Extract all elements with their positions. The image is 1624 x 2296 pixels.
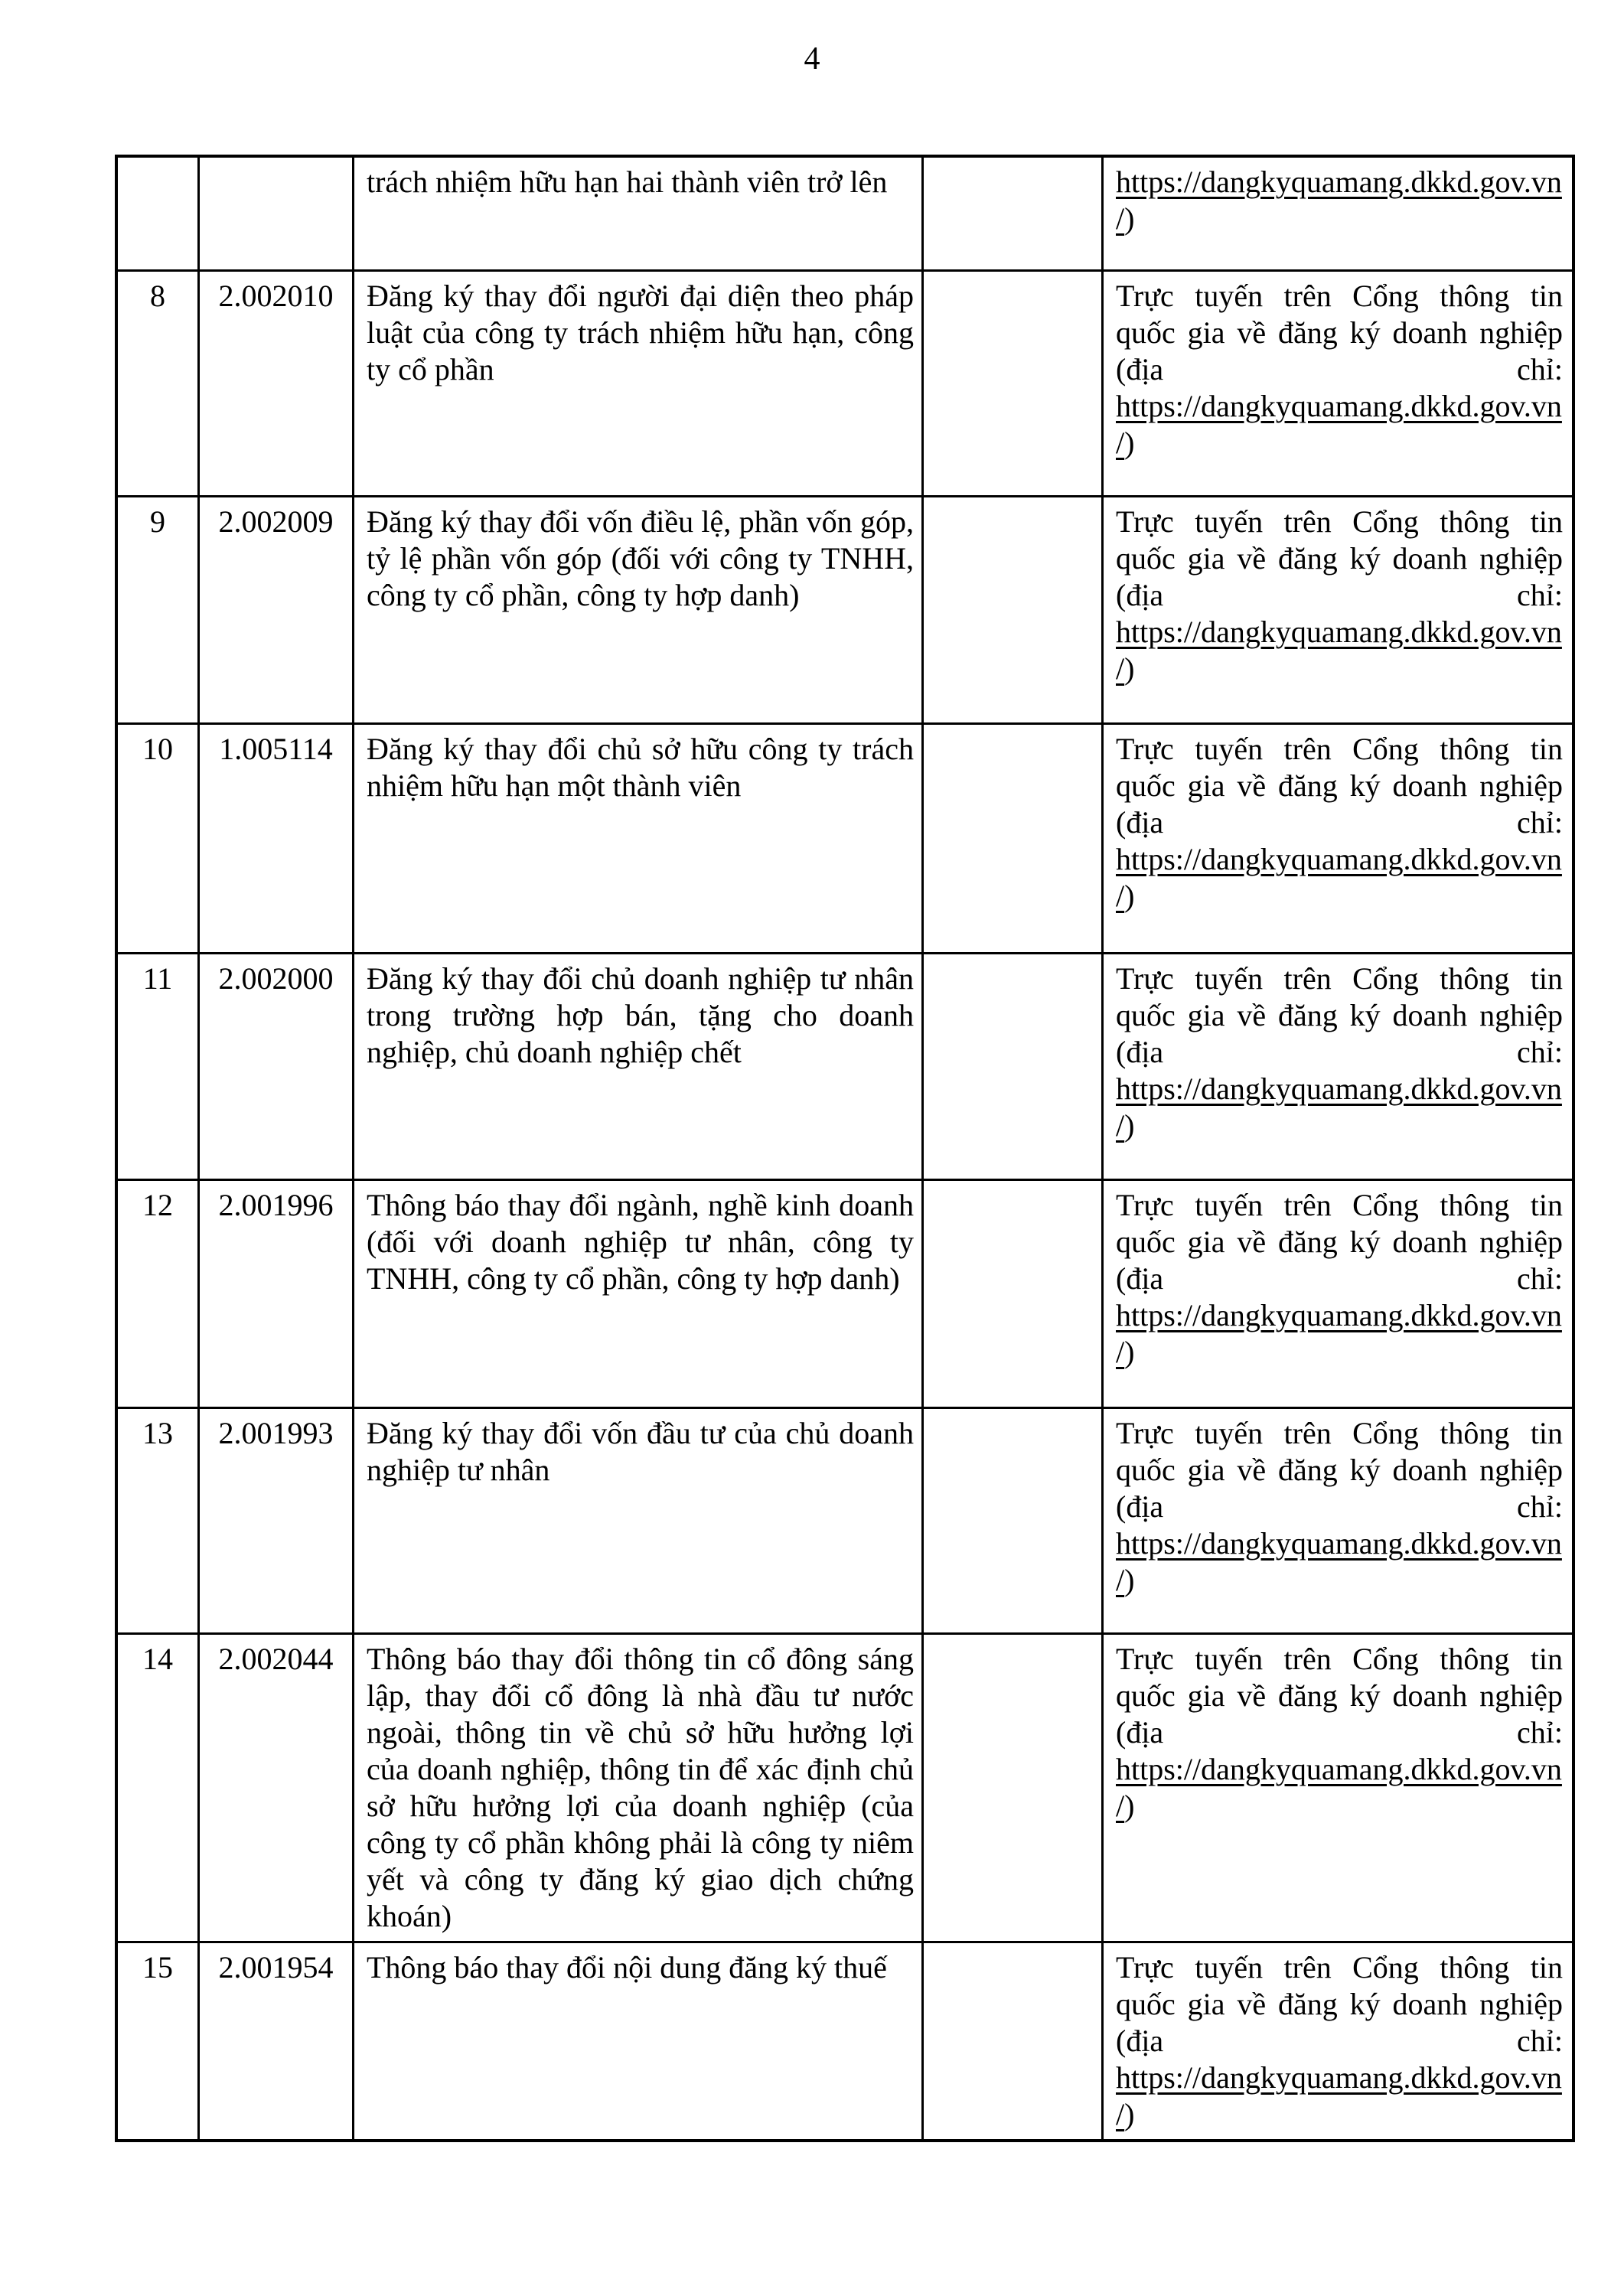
procedure-name-cell: Thông báo thay đổi nội dung đăng ký thuế [354, 1942, 923, 2141]
row-number-cell [116, 156, 199, 270]
procedures-table [115, 155, 1575, 2142]
empty-cell [923, 156, 1103, 270]
method-suffix-text: ) [1124, 1107, 1135, 1143]
method-suffix-text: ) [1124, 1788, 1135, 1823]
procedure-code-cell: 2.001954 [199, 1942, 354, 2141]
row-number-cell: 11 [116, 953, 199, 1179]
procedure-name-cell: Đăng ký thay đổi vốn điều lệ, phần vốn góp, tỷ lệ phần vốn góp (đối với công ty TNHH, công ty cổ phần, công ty hợp danh) [354, 496, 923, 723]
method-cell [1103, 156, 1574, 270]
portal-url-link[interactable]: https://dangkyquamang.dkkd.gov.vn/ [1116, 165, 1562, 236]
row-number-cell: 9 [116, 496, 199, 723]
page-number: 4 [804, 41, 820, 77]
empty-cell [923, 1407, 1103, 1633]
row-number-cell: 8 [116, 270, 199, 496]
procedure-name-cell: Đăng ký thay đổi vốn đầu tư của chủ doanh nghiệp tư nhân [354, 1407, 923, 1633]
table-row [116, 953, 1573, 1179]
empty-cell [923, 1179, 1103, 1407]
procedure-name-cell: Đăng ký thay đổi chủ sở hữu công ty trách nhiệm hữu hạn một thành viên [354, 723, 923, 953]
method-suffix-text: ) [1124, 1562, 1135, 1597]
row-number-cell: 13 [116, 1407, 199, 1633]
row-number-cell: 12 [116, 1179, 199, 1407]
procedure-name-cell: Đăng ký thay đổi chủ doanh nghiệp tư nhân trong trường hợp bán, tặng cho doanh nghiệp, chủ doanh nghiệp chết [354, 953, 923, 1179]
method-suffix-text: ) [1124, 878, 1135, 913]
method-prefix-text: Trực tuyến trên Cổng thông tin quốc gia về đăng ký doanh nghiệp (địa chỉ: [1116, 1187, 1563, 1296]
method-cell [1103, 1179, 1574, 1407]
procedure-code-cell: 2.002044 [199, 1633, 354, 1942]
portal-url-link[interactable]: https://dangkyquamang.dkkd.gov.vn/ [1116, 1071, 1562, 1143]
table-row [116, 723, 1573, 953]
procedure-code-cell: 2.001996 [199, 1179, 354, 1407]
empty-cell [923, 723, 1103, 953]
table-row [116, 496, 1573, 723]
portal-url-link[interactable]: https://dangkyquamang.dkkd.gov.vn/ [1116, 614, 1562, 686]
procedure-name-cell: Thông báo thay đổi thông tin cổ đông sáng lập, thay đổi cổ đông là nhà đầu tư nước ngoài, thông tin về chủ sở hữu hưởng lợi của doanh nghiệp, thông tin để xác định chủ sở hữu hưởng lợi của doanh nghiệp (của công ty cổ phần không phải là công ty niêm yết và công ty đăng ký giao dịch chứng khoán) [354, 1633, 923, 1942]
table-row-continuation [116, 156, 1573, 270]
empty-cell [923, 496, 1103, 723]
method-cell [1103, 1942, 1574, 2141]
method-prefix-text: Trực tuyến trên Cổng thông tin quốc gia về đăng ký doanh nghiệp (địa chỉ: [1116, 960, 1563, 1069]
method-cell [1103, 496, 1574, 723]
method-cell [1103, 1407, 1574, 1633]
method-suffix-text: ) [1124, 425, 1135, 460]
method-cell [1103, 723, 1574, 953]
table-row [116, 1633, 1573, 1942]
table-row [116, 1179, 1573, 1407]
method-suffix-text: ) [1124, 1334, 1135, 1369]
row-number-cell: 14 [116, 1633, 199, 1942]
portal-url-link[interactable]: https://dangkyquamang.dkkd.gov.vn/ [1116, 388, 1562, 460]
procedure-name-cell: Thông báo thay đổi ngành, nghề kinh doanh (đối với doanh nghiệp tư nhân, công ty TNHH, công ty cổ phần, công ty hợp danh) [354, 1179, 923, 1407]
procedure-name-cell: Đăng ký thay đổi người đại diện theo pháp luật của công ty trách nhiệm hữu hạn, công ty cổ phần [354, 270, 923, 496]
procedure-code-cell [199, 156, 354, 270]
method-prefix-text: Trực tuyến trên Cổng thông tin quốc gia về đăng ký doanh nghiệp (địa chỉ: [1116, 278, 1563, 386]
table-row [116, 270, 1573, 496]
portal-url-link[interactable]: https://dangkyquamang.dkkd.gov.vn/ [1116, 841, 1562, 913]
method-prefix-text: Trực tuyến trên Cổng thông tin quốc gia về đăng ký doanh nghiệp (địa chỉ: [1116, 1415, 1563, 1524]
empty-cell [923, 1942, 1103, 2141]
row-number-cell: 15 [116, 1942, 199, 2141]
table-row [116, 1407, 1573, 1633]
table-row [116, 1942, 1573, 2141]
method-suffix-text: ) [1124, 2096, 1135, 2131]
empty-cell [923, 1633, 1103, 1942]
procedure-name-cell: trách nhiệm hữu hạn hai thành viên trở lên [354, 156, 923, 270]
method-cell [1103, 270, 1574, 496]
method-suffix-text: ) [1124, 651, 1135, 686]
procedure-code-cell: 2.002010 [199, 270, 354, 496]
procedure-code-cell: 2.001993 [199, 1407, 354, 1633]
method-prefix-text: Trực tuyến trên Cổng thông tin quốc gia về đăng ký doanh nghiệp (địa chỉ: [1116, 731, 1563, 840]
method-prefix-text: Trực tuyến trên Cổng thông tin quốc gia về đăng ký doanh nghiệp (địa chỉ: [1116, 1641, 1563, 1750]
portal-url-link[interactable]: https://dangkyquamang.dkkd.gov.vn/ [1116, 1297, 1562, 1369]
procedure-code-cell: 2.002009 [199, 496, 354, 723]
portal-url-link[interactable]: https://dangkyquamang.dkkd.gov.vn/ [1116, 1525, 1562, 1597]
empty-cell [923, 270, 1103, 496]
empty-cell [923, 953, 1103, 1179]
portal-url-link[interactable]: https://dangkyquamang.dkkd.gov.vn/ [1116, 1751, 1562, 1823]
procedure-code-cell: 2.002000 [199, 953, 354, 1179]
method-cell [1103, 953, 1574, 1179]
row-number-cell: 10 [116, 723, 199, 953]
method-prefix-text: Trực tuyến trên Cổng thông tin quốc gia về đăng ký doanh nghiệp (địa chỉ: [1116, 504, 1563, 612]
method-cell [1103, 1633, 1574, 1942]
method-suffix-text: ) [1124, 201, 1135, 236]
portal-url-link[interactable]: https://dangkyquamang.dkkd.gov.vn/ [1116, 2060, 1562, 2131]
method-prefix-text: Trực tuyến trên Cổng thông tin quốc gia về đăng ký doanh nghiệp (địa chỉ: [1116, 1949, 1563, 2058]
procedure-code-cell: 1.005114 [199, 723, 354, 953]
